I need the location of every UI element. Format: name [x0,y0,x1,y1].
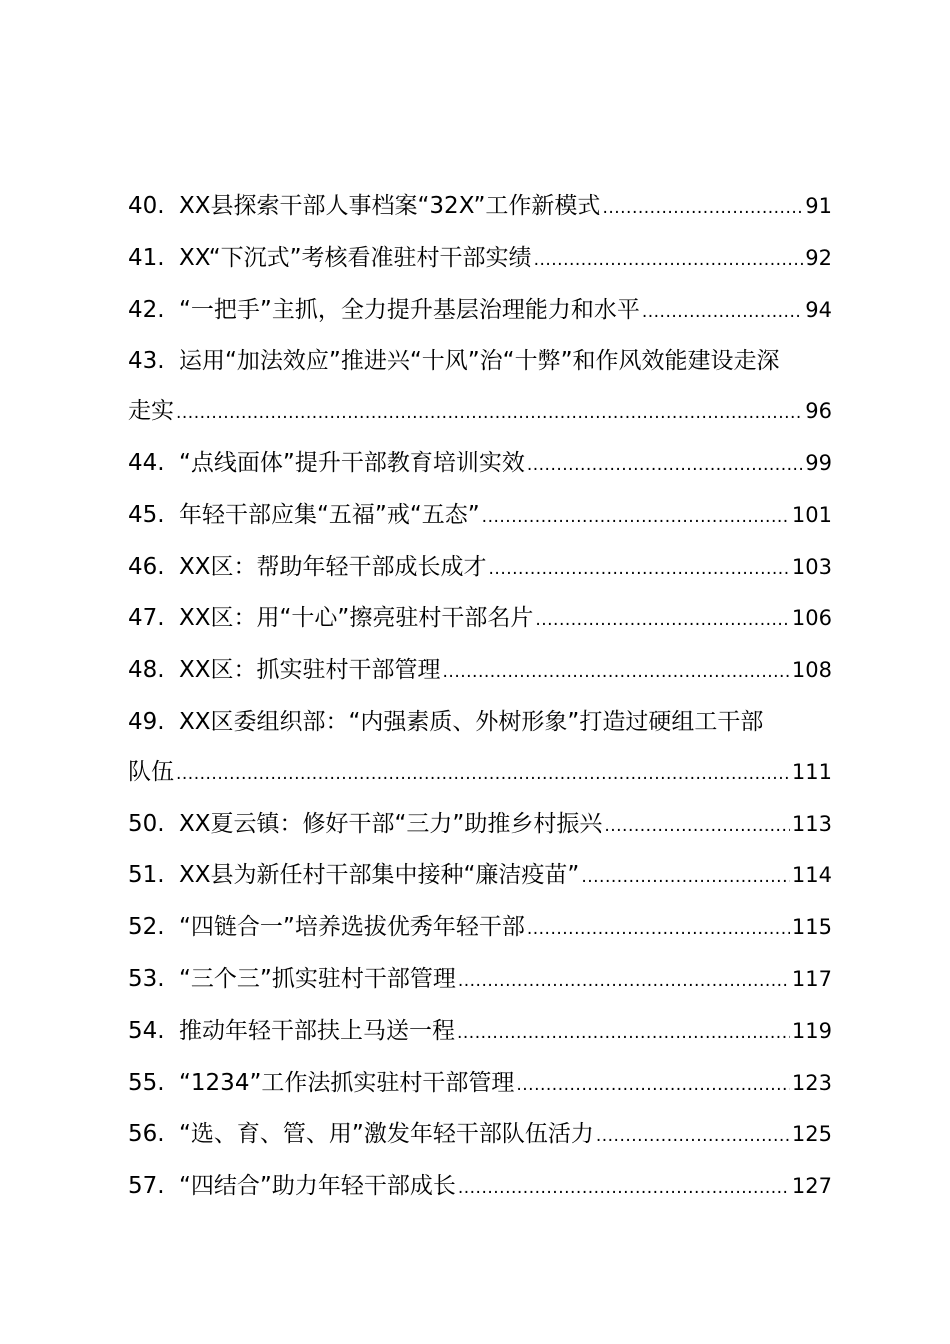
entry-title: “选、育、管、用”激发年轻干部队伍活力 [179,1121,594,1148]
leader-dots [534,236,804,286]
entry-number: 54. [128,1017,165,1044]
entry-page: 125 [791,1122,832,1147]
entry-page: 92 [805,245,832,270]
entry-page: 117 [791,966,832,991]
entry-title-line1: 运用“加法效应”推进兴“十风”治“十弊”和作风效能建设走深 [179,348,780,375]
entry-number: 43. [128,348,165,375]
entry-number: 48. [128,657,165,684]
entry-title: “点线面体”提升干部教育培训实效 [179,449,525,476]
entry-title-line2: 队伍 [128,758,174,785]
entry-title: XX“下沉式”考核看准驻村干部实绩 [179,244,532,271]
entry-page: 91 [805,194,832,218]
entry-number: 56. [128,1121,165,1148]
entry-page: 111 [791,759,832,784]
entry-title-line1: XX区委组织部：“内强素质、外树形象”打造过硬组工干部 [179,708,764,735]
entry-title: XX区：用“十心”擦亮驻村干部名片 [179,605,534,632]
leader-dots [516,1061,790,1111]
toc-entry-40[interactable] [128,182,832,234]
entry-page: 115 [791,915,832,940]
entry-title-line2: 走实 [128,398,174,425]
leader-dots [642,288,803,338]
leader-dots [176,750,790,800]
leader-dots [443,648,790,698]
entry-number: 49. [128,708,165,735]
toc-entry-48[interactable] [128,646,832,698]
entry-title: XX县为新任村干部集中接种“廉洁疫苗” [179,862,580,889]
entry-number: 44. [128,449,165,476]
toc-entry-45[interactable] [128,491,832,543]
leader-dots [457,1009,790,1059]
entry-page: 123 [791,1070,832,1095]
entry-number: 50. [128,810,165,837]
toc-entry-50[interactable] [128,800,832,852]
entry-number: 57. [128,1173,165,1200]
toc-entry-57[interactable] [128,1162,832,1214]
entry-page: 103 [791,554,832,579]
toc-entry-53[interactable] [128,955,832,1007]
leader-dots [458,1164,790,1214]
toc-entry-54[interactable] [128,1007,832,1059]
entry-number: 42. [128,296,165,323]
entry-title: XX区：抓实驻村干部管理 [179,657,441,684]
toc-entry-44[interactable] [128,439,832,491]
leader-dots [527,905,790,955]
entry-title: XX夏云镇：修好干部“三力”助推乡村振兴 [179,810,603,837]
toc-entry-52[interactable] [128,903,832,955]
entry-page: 94 [805,297,832,322]
entry-page: 99 [805,450,832,475]
toc-entry-56[interactable] [128,1110,832,1162]
leader-dots [581,853,790,903]
entry-title: “1234”工作法抓实驻村干部管理 [179,1069,515,1096]
entry-page: 114 [791,863,832,888]
leader-dots [604,802,790,852]
toc-entry-43[interactable] [128,337,832,439]
entry-number: 41. [128,244,165,271]
entry-number: 47. [128,605,165,632]
toc-entry-51[interactable] [128,851,832,903]
leader-dots [596,1112,790,1162]
toc-entry-46[interactable] [128,543,832,595]
entry-title: “一把手”主抓，全力提升基层治理能力和水平 [179,296,640,323]
leader-dots [602,184,803,234]
entry-page: 101 [791,502,832,527]
entry-page: 106 [791,606,832,631]
leader-dots [527,441,803,491]
entry-number: 40. [128,193,165,219]
toc-entry-47[interactable] [128,594,832,646]
entry-title: XX县探索干部人事档案“32X”工作新模式 [179,193,601,219]
entry-number: 53. [128,965,165,992]
entry-number: 51. [128,862,165,889]
entry-title: “三个三”抓实驻村干部管理 [179,965,456,992]
leader-dots [489,545,790,595]
entry-page: 96 [805,399,832,424]
leader-dots [482,493,790,543]
leader-dots [458,957,790,1007]
entry-page: 119 [791,1018,832,1043]
entry-title: XX区：帮助年轻干部成长成才 [179,553,487,580]
entry-page: 113 [791,811,832,836]
entry-number: 55. [128,1069,165,1096]
entry-title: 年轻干部应集“五福”戒“五态” [179,501,480,528]
entry-number: 45. [128,501,165,528]
entry-page: 127 [791,1174,832,1199]
entry-number: 46. [128,553,165,580]
toc-entry-49[interactable] [128,698,832,800]
toc-entry-55[interactable] [128,1059,832,1111]
table-of-contents [128,182,832,1214]
toc-entry-41[interactable] [128,234,832,286]
toc-entry-42[interactable] [128,286,832,338]
entry-title: “四链合一”培养选拔优秀年轻干部 [179,914,525,941]
leader-dots [176,389,803,439]
leader-dots [535,596,790,646]
entry-page: 108 [791,658,832,683]
entry-title: 推动年轻干部扶上马送一程 [179,1017,455,1044]
entry-title: “四结合”助力年轻干部成长 [179,1173,456,1200]
entry-number: 52. [128,914,165,941]
